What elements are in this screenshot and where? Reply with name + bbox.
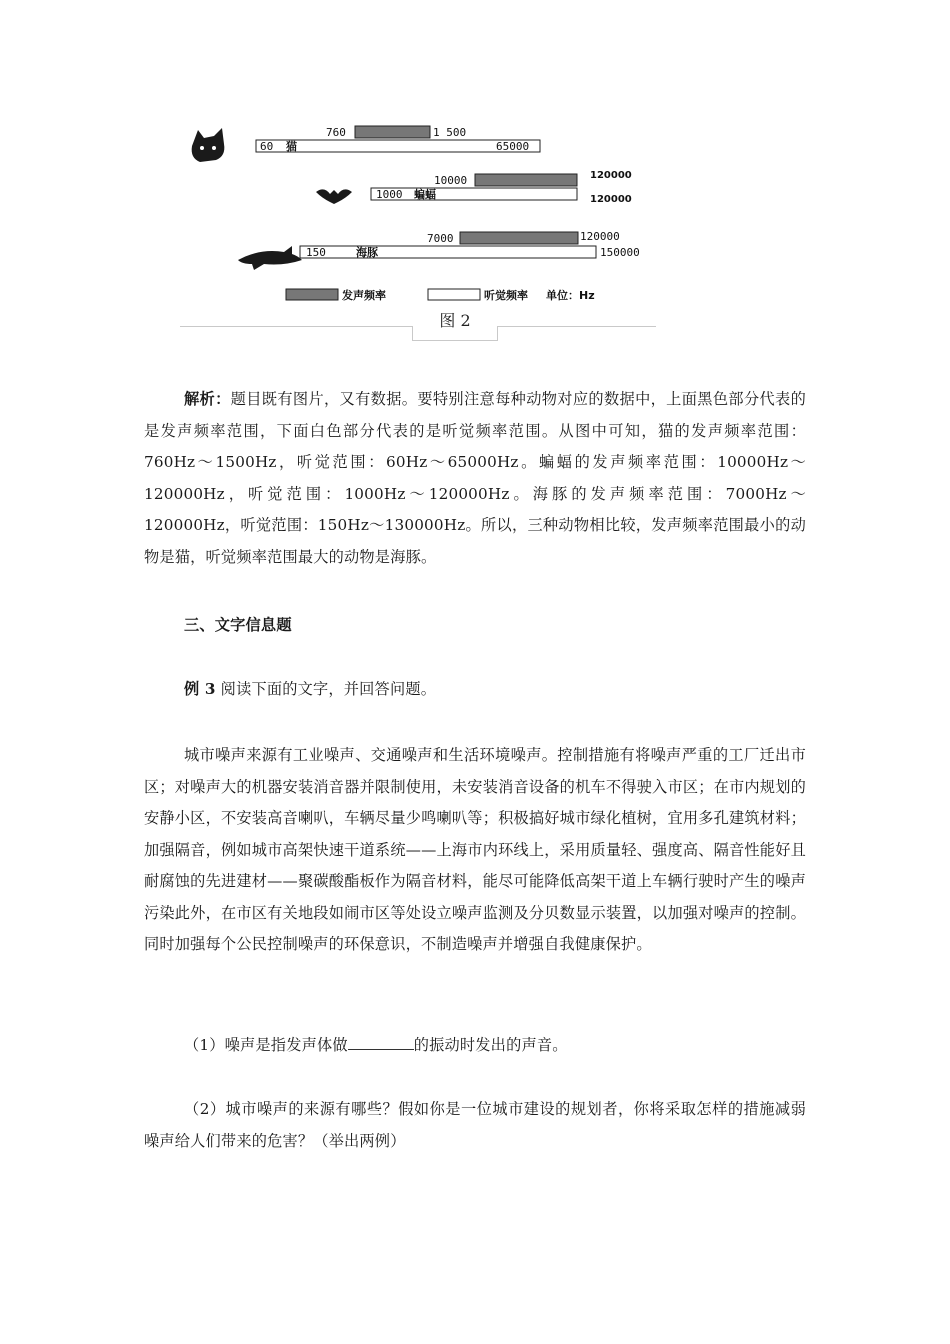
dolphin-emit-bar — [460, 232, 578, 244]
legend-emit-label: 发声频率 — [342, 289, 386, 302]
bat-name: 蝙蝠 — [414, 188, 436, 201]
legend-hear-label: 听觉频率 — [484, 289, 528, 302]
example-line — [144, 674, 806, 706]
dolphin-name: 海豚 — [356, 246, 378, 259]
example-text: 阅读下面的文字，并回答问题。 — [215, 680, 437, 698]
dolphin-emit-low: 7000 — [427, 232, 454, 245]
dolphin-hear-bar — [300, 246, 596, 258]
answer-blank[interactable] — [348, 1035, 414, 1050]
analysis-paragraph — [144, 384, 806, 573]
cat-emit-bar — [355, 126, 430, 138]
legend-emit-swatch — [286, 289, 338, 300]
bat-emit-high: 120000 — [590, 170, 632, 181]
analysis-label: 解析： — [184, 390, 231, 408]
dolphin-hear-high: 150000 — [600, 246, 640, 259]
example-label: 例 3 — [184, 680, 216, 698]
cat-emit-high: 1 500 — [433, 126, 467, 139]
cat-name: 猫 — [286, 140, 297, 153]
question-2: （2）城市噪声的来源有哪些？假如你是一位城市建设的规划者，你将采取怎样的措施减弱噪声给人们带来的危害？（举出两例） — [144, 1100, 806, 1150]
question-1-after: 的振动时发出的声音。 — [413, 1036, 568, 1054]
dolphin-hear-low: 150 — [306, 246, 326, 259]
figure-caption: 图 2 — [439, 311, 471, 330]
section-heading: 三、文字信息题 — [184, 616, 292, 634]
dolphin-emit-high: 120000 — [580, 230, 620, 243]
caption-rule-left — [180, 326, 412, 327]
bat-hear-low: 1000 — [376, 188, 403, 201]
legend-hear-swatch — [428, 289, 480, 300]
cat-hear-low: 60 — [260, 140, 274, 153]
dolphin-icon — [238, 246, 302, 270]
caption-rule-right — [496, 326, 656, 327]
cat-emit-low: 760 — [326, 126, 346, 139]
passage-paragraph: 城市噪声来源有工业噪声、交通噪声和生活环境噪声。控制措施有将噪声严重的工厂迁出市区；对噪声大的机器安装消音器并限制使用，未安装消音设备的机车不得驶入市区；在市内规划的安静小区，不安装高音喇叭，车辆尽量少鸣喇叭等；积极搞好城市绿化植树，宜用多孔建筑材料；加强隔音，例如城市高架快速干道系统——上海市内环线上，采用质量轻、强度高、隔音性能好且耐腐蚀的先进建材——聚碳酸酯板作为隔音材料，能尽可能降低高架干道上车辆行驶时产生的噪声污染此外，在市区有关地段如闹市区等处设立噪声监测及分贝数显示装置，以加强对噪声的控制。同时加强每个公民控制噪声的环保意识，不制造噪声并增强自我健康保护。 — [144, 746, 806, 953]
question-1-before: （1）噪声是指发声体做 — [184, 1036, 348, 1054]
question-1 — [144, 1030, 806, 1062]
legend-unit-label: 单位：Hz — [546, 289, 595, 302]
cat-icon — [192, 128, 225, 162]
cat-hear-high: 65000 — [496, 140, 530, 153]
bat-hear-high: 120000 — [590, 194, 632, 205]
bat-emit-bar — [475, 174, 577, 186]
analysis-text: 题目既有图片，又有数据。要特别注意每种动物对应的数据中，上面黑色部分代表的是发声频率范围，下面白色部分代表的是听觉频率范围。从图中可知，猫的发声频率范围：760Hz～1500Hz，听觉范围：60Hz～65000Hz。蝙蝠的发声频率范围：10000Hz～120000Hz，听觉范围：1000Hz～120000Hz。海豚的发声频率范围：7000Hz～120000Hz，听觉范围：150Hz～130000Hz。所以，三种动物相比较，发声频率范围最小的动物是猫，听觉频率范围最大的动物是海豚。 — [144, 390, 806, 566]
bat-icon — [316, 189, 352, 204]
bat-emit-low: 10000 — [434, 174, 468, 187]
